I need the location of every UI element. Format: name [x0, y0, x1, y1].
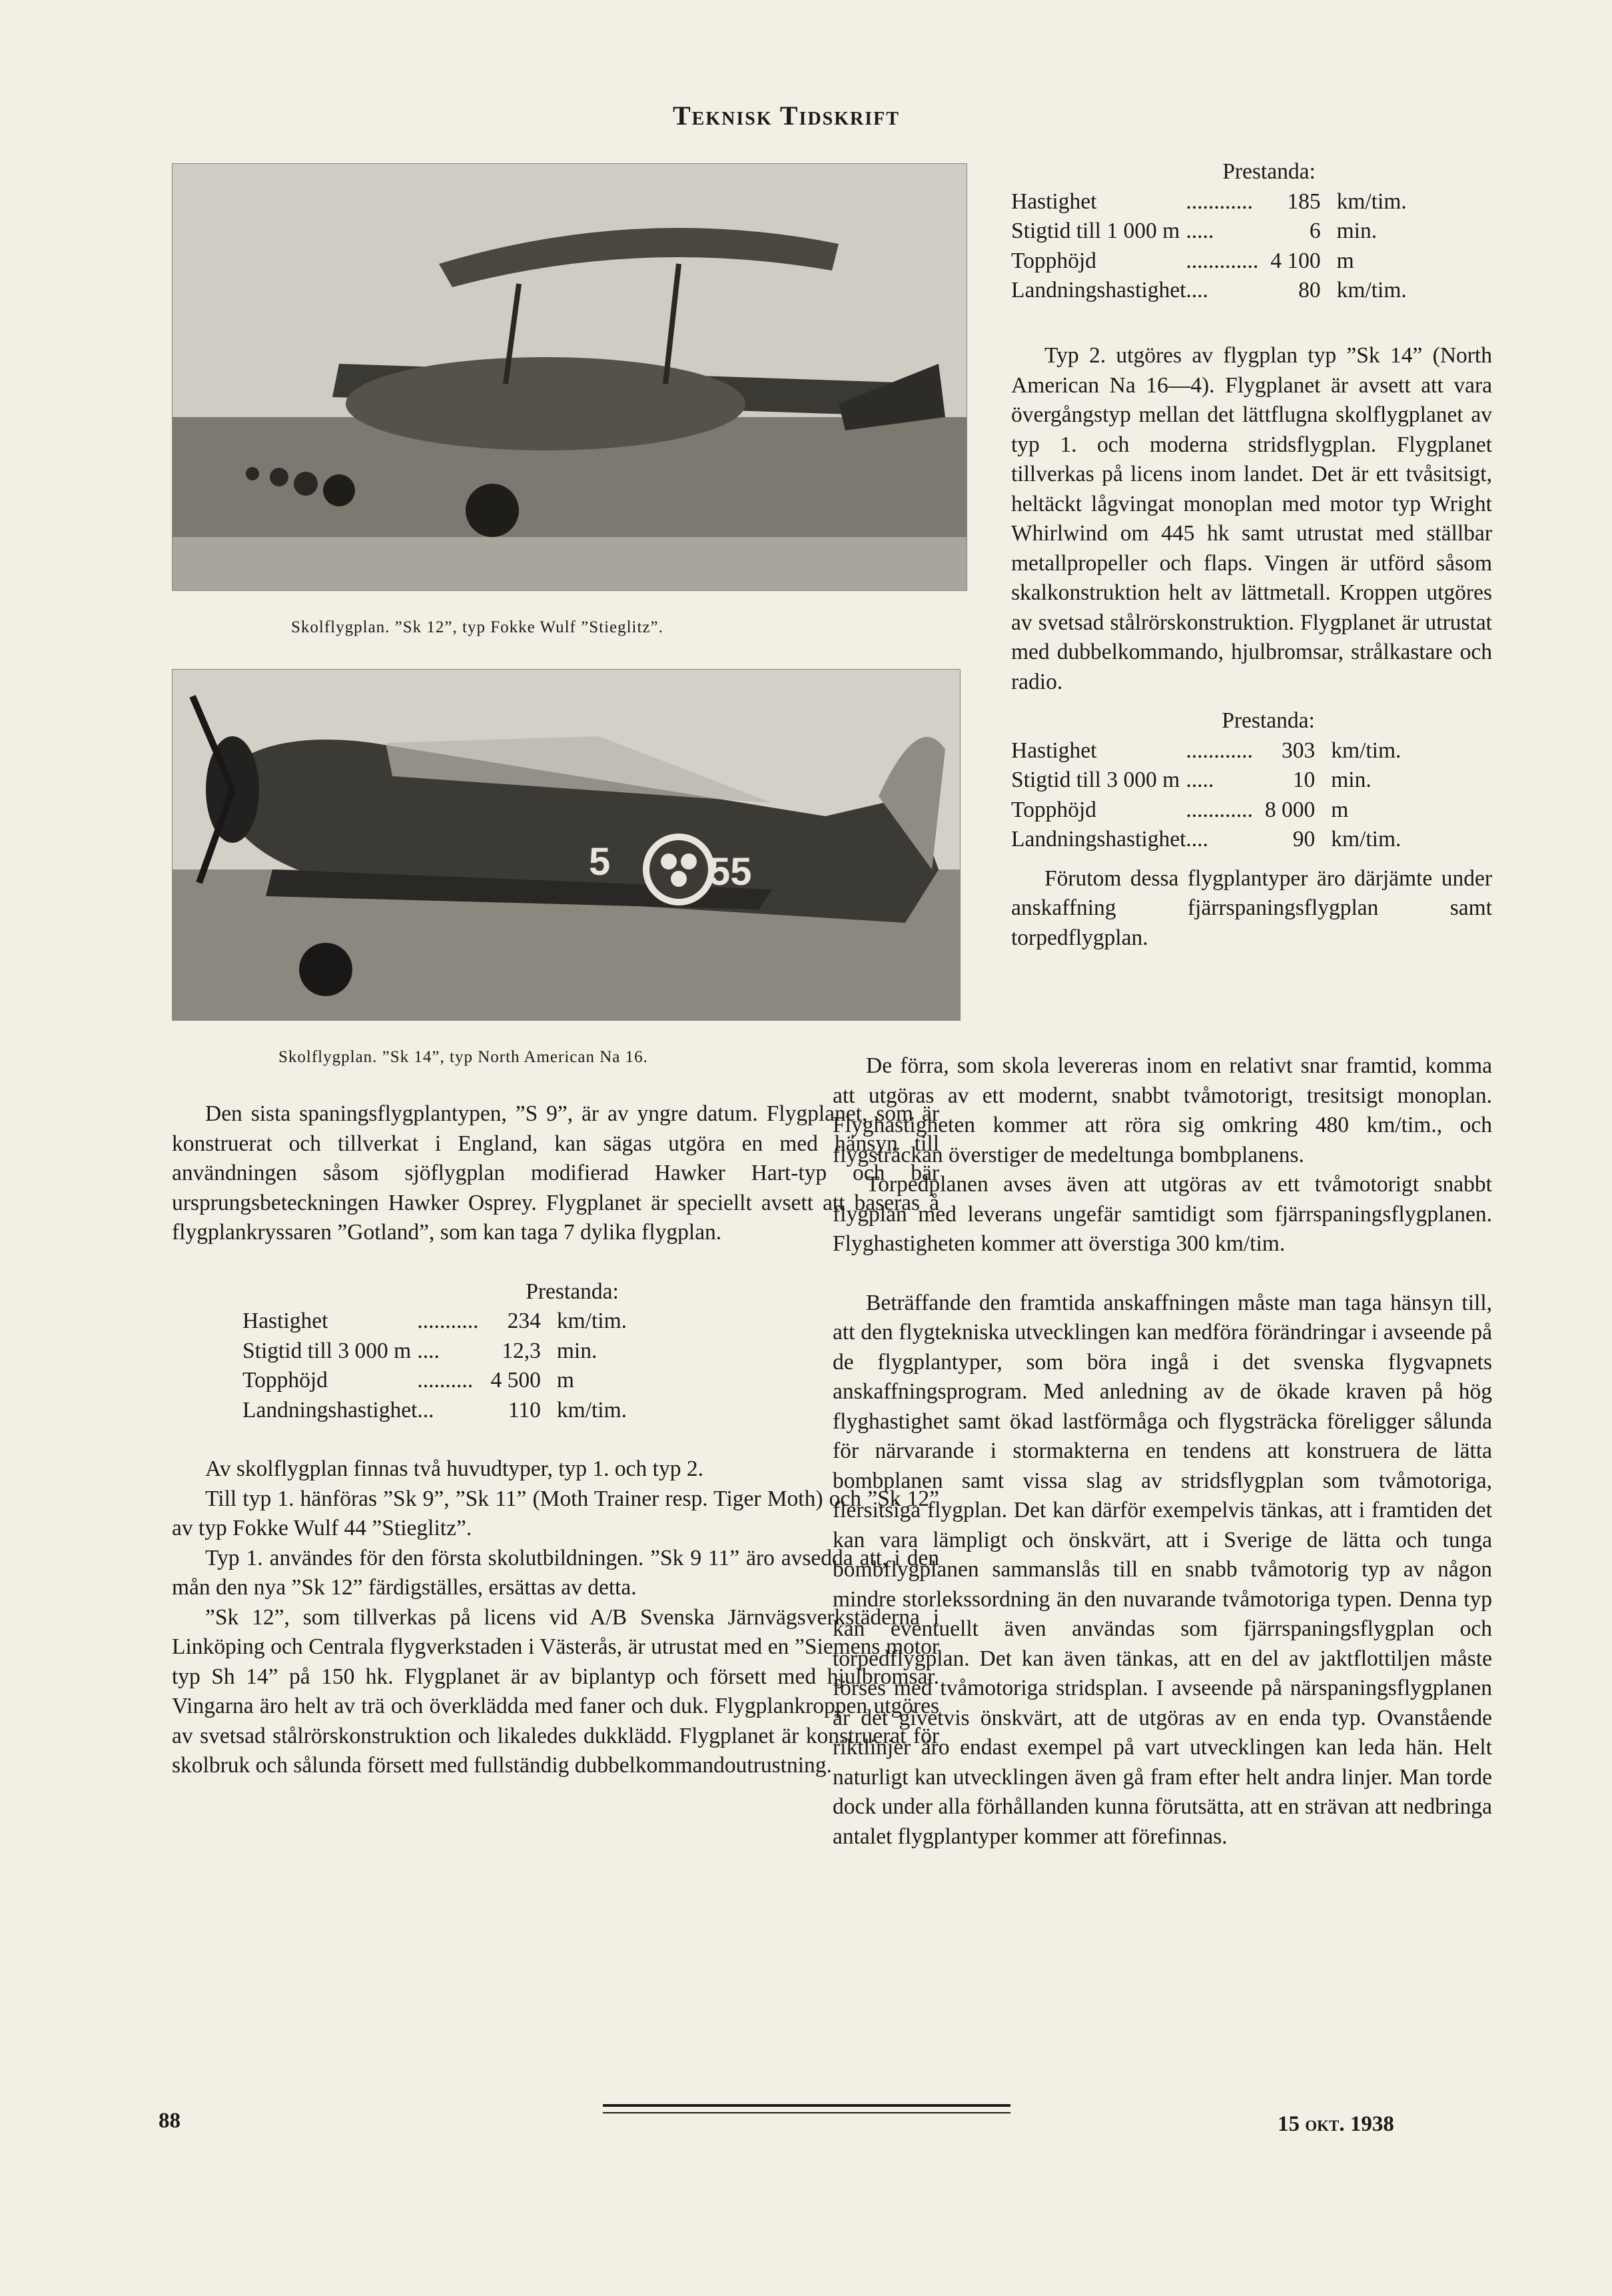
perf-row: [1011, 736, 1401, 766]
perf-label: Topphöjd: [1011, 248, 1096, 273]
perf-row: [242, 1396, 627, 1426]
perf-value: 4 100: [1270, 248, 1321, 273]
perf-value: 110: [508, 1397, 541, 1423]
perf-row: [1011, 825, 1401, 855]
perf-value: 185: [1287, 189, 1321, 214]
right-paragraph-2: Förutom dessa flygplantyper äro därjämte under anskaffning fjärrspaningsflygplan samt torpedflygplan.: [1011, 865, 1492, 950]
issue-date: 15 okt. 1938: [1278, 2112, 1394, 2136]
photo-monoplane: [172, 669, 961, 1021]
perf-label: Hastighet: [1011, 189, 1097, 214]
perf-row: [1011, 187, 1407, 217]
journal-title: Teknisk Tidskrift: [673, 101, 900, 131]
footer-rule-top: [603, 2104, 1010, 2107]
fuselage-number-left: 5: [589, 840, 611, 883]
perf-value: 303: [1282, 738, 1316, 763]
perf-dots: .............: [1186, 248, 1259, 273]
perf-value: 4 500: [490, 1368, 541, 1393]
perf-label: Stigtid till 3 000 m: [242, 1338, 412, 1363]
left-paragraph-4: Typ 1. användes för den första skolutbildningen. ”Sk 9 11” äro avsedda att, i den mån den nya ”Sk 12” färdigställes, ersättas av detta.: [172, 1545, 939, 1600]
perf-dots: ............: [1186, 189, 1253, 214]
right-perf2-table: [1011, 736, 1401, 855]
right-paragraph-4: Torpedplanen avses även att utgöras av ett tvåmotorigt snabbt flygplan med leverans ungefär samtidigt som fjärrspaningsflygplanen. Flyghastigheten kommer att överstiga 300 km/tim.: [833, 1172, 1492, 1256]
perf-row: [242, 1366, 627, 1396]
perf-row: [1011, 796, 1401, 826]
perf-dots: ...: [417, 1397, 434, 1423]
perf-dots: ..........: [417, 1368, 474, 1393]
right-column-lower: [833, 1051, 1492, 1852]
right-perf1-table: [1011, 187, 1407, 306]
perf-row: [1011, 217, 1407, 247]
perf-dots: ............: [1186, 797, 1253, 822]
left-paragraph-2: Av skolflygplan finnas två huvudtyper, typ 1. och typ 2.: [205, 1456, 703, 1481]
perf-unit: km/tim.: [1331, 738, 1402, 763]
perf-dots: .....: [1186, 219, 1214, 243]
perf-label: Stigtid till 3 000 m: [1011, 768, 1180, 792]
left-paragraph-1: Den sista spaningsflygplantypen, ”S 9”, är av yngre datum. Flygplanet, som är konstruerat och tillverkat i England, kan sägas utgöra en med hänsyn till användningen såsom sjöflygplan modifierad Hawker Hart-typ och bär ursprungsbeteckningen Hawker Osprey. Flygplanet är speciellt avsett att baseras å flygplankryssaren ”Gotland”, som kan taga 7 dylika flygplan.: [172, 1101, 939, 1245]
page-number: 88: [159, 2109, 181, 2133]
perf-row: [1011, 766, 1401, 796]
left-column: [172, 1099, 939, 1781]
left-paragraph-3: Till typ 1. hänföras ”Sk 9”, ”Sk 11” (Moth Trainer resp. Tiger Moth) och ”Sk 12” av typ Fokke Wulf 44 ”Stieglitz”.: [172, 1486, 939, 1540]
perf-dots: ....: [1186, 827, 1208, 852]
perf-value: 8 000: [1264, 797, 1316, 822]
perf-unit: min.: [1336, 219, 1378, 243]
perf-unit: min.: [1331, 768, 1372, 792]
perf-label: Landningshastighet: [242, 1397, 418, 1423]
left-paragraph-5: ”Sk 12”, som tillverkas på licens vid A/B Svenska Järnvägsverkstäderna i Linköping och Centrala flygverkstaden i Västerås, är utrustat med en ”Siemens motor typ Sh 14” på 150 hk. Flygplanet är av biplantyp och försett med hjulbromsar. Vingarna äro helt av trä och överklädda med faner och duk. Flygplankroppen utgöres av svetsad stålrörskonstruktion och likaledes dukklädd. Flygplanet är konstruerat för skolbruk och sålunda försett med fullständig dubbelkommandoutrustning.: [172, 1604, 939, 1778]
left-perf-table: [242, 1307, 627, 1425]
right-column: [833, 157, 1492, 306]
perf-unit: m: [556, 1368, 574, 1393]
perf-dots: ............: [1186, 738, 1253, 763]
perf-dots: .....: [1186, 768, 1214, 792]
photo1-caption: Skolflygplan. ”Sk 12”, typ Fokke Wulf ”Stieglitz”.: [291, 618, 663, 636]
perf-row: [1011, 276, 1407, 306]
perf-unit: min.: [556, 1338, 598, 1363]
perf-dots: ....: [417, 1338, 440, 1363]
left-perf-heading: Prestanda:: [526, 1279, 619, 1304]
perf-value: 90: [1292, 827, 1316, 852]
perf-label: Landningshastighet: [1011, 827, 1186, 852]
perf-row: [242, 1337, 627, 1367]
perf-unit: km/tim.: [1336, 278, 1407, 302]
perf-label: Hastighet: [242, 1309, 328, 1333]
right-paragraph-5: Beträffande den framtida anskaffningen måste man taga hänsyn till, att den flygtekniska utvecklingen kan medföra förändringar i avseende på de flygplantyper, som böra ingå i det svenska flygvapnets anskaffningsprogram. Med anledning av de ökade kraven på hög flyghastighet samt ökad lastförmåga och flygsträcka föreligger sålunda för närvarande i stormakterna en tendens att konstruera de lätta bombplanen samt vissa slag av stridsflygplan som tvåmotoriga, flersitsiga flygplan. Det kan därför exempelvis tänkas, att i framtiden det kan vara lämpligt och önskvärt, att i Sverige de lätta och tunga bombflygplanen sammanslås till en snabb tvåmotorig typ av någon mindre storlekssordning än den nuvarande tvåmotoriga typen. Denna typ kan eventuellt även användas som fjärrspaningsflygplan och torpedflygplan. Det kan även tänkas, att en del av jaktflottiljen måste förses med tvåmotoriga stridsplan. I avseende på närspaningsflygplanen är det givetvis önskvärt, att de utgöras av en enda typ. Ovanstående riktlinjer äro endast exempel på vart utvecklingen kan leda hän. Helt naturligt kan utvecklingen även gå fram efter helt andra linjer. Man torde dock under alla förhållanden kunna förutsätta, att en strävan att nedbringa antalet flygplantyper kommer att förefinnas.: [833, 1290, 1492, 1849]
perf-label: Topphöjd: [242, 1368, 328, 1393]
perf-unit: km/tim.: [1336, 189, 1407, 214]
photo2-caption: Skolflygplan. ”Sk 14”, typ North American Na 16.: [278, 1048, 648, 1066]
perf-value: 80: [1298, 278, 1321, 302]
perf-unit: km/tim.: [556, 1309, 627, 1333]
perf-dots: ....: [1186, 278, 1208, 302]
perf-label: Stigtid till 1 000 m: [1011, 219, 1180, 243]
right-paragraph-1: Typ 2. utgöres av flygplan typ ”Sk 14” (North American Na 16—4). Flygplanet är avsett att vara övergångstyp mellan det lättflugna skolflygplanet av typ 1. och moderna stridsflygplan. Flygplanet tillverkas på licens inom landet. Det är ett tvåsitsigt, heltäckt lågvingat monoplan med motor typ Wright Whirlwind om 445 hk samt utrustat med ställbar metallpropeller och flaps. Vingen är utförd såsom skalkonstruktion helt av lättmetall. Kroppen utgöres av svetsad stålrörskonstruktion. Flygplanet är utrustat med dubbelkommando, hjulbromsar, strålkastare och radio.: [1011, 343, 1492, 694]
right-perf1-heading: Prestanda:: [1222, 159, 1316, 184]
perf-value: 6: [1309, 219, 1321, 243]
perf-value: 10: [1292, 768, 1316, 792]
perf-label: Topphöjd: [1011, 797, 1096, 822]
right-perf2-heading: Prestanda:: [1222, 708, 1315, 733]
perf-label: Landningshastighet: [1011, 278, 1186, 302]
perf-unit: km/tim.: [1331, 827, 1402, 852]
perf-dots: ...........: [417, 1309, 479, 1333]
right-column-narrow: [1011, 341, 1492, 953]
perf-unit: km/tim.: [556, 1397, 627, 1423]
footer-rule-bottom: [603, 2112, 1010, 2113]
perf-unit: m: [1336, 248, 1354, 273]
fuselage-number-right: 55: [709, 850, 752, 893]
perf-unit: m: [1331, 797, 1349, 822]
right-paragraph-3: De förra, som skola levereras inom en relativt snar framtid, komma att utgöras av ett modernt, snabbt tvåmotorigt, tresitsigt monoplan. Flyghastigheten kommer att röra sig omkring 480 km/tim., och flygsträckan överstiger de medeltunga bombplanens.: [833, 1053, 1492, 1167]
perf-value: 12,3: [502, 1338, 541, 1363]
perf-row: [1011, 247, 1407, 277]
perf-label: Hastighet: [1011, 738, 1097, 763]
perf-row: [242, 1307, 627, 1337]
perf-value: 234: [507, 1309, 541, 1333]
